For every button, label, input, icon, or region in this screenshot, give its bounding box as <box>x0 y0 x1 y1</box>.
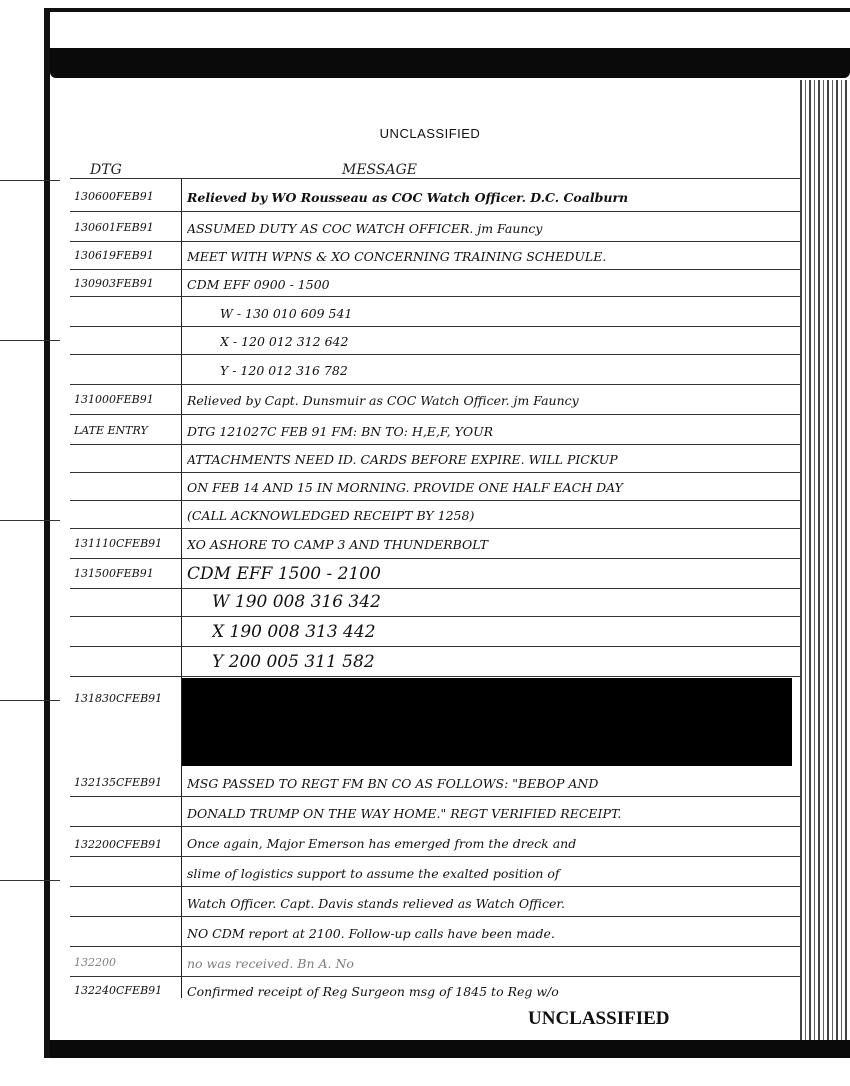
entry-dtg: 132135CFEB91 <box>74 776 163 789</box>
entry-message: ON FEB 14 AND 15 IN MORNING. PROVIDE ONE HALF EACH DAY <box>187 480 623 495</box>
entry-dtg: 131000FEB91 <box>74 393 154 406</box>
margin-tick <box>0 520 60 521</box>
entry-message: W - 130 010 609 541 <box>220 306 353 321</box>
entry-message: CDM EFF 1500 - 2100 <box>187 564 381 584</box>
entry-dtg: LATE ENTRY <box>74 424 148 437</box>
row-rule <box>70 676 800 677</box>
row-rule <box>70 528 800 529</box>
row-rule <box>70 384 800 385</box>
entry-dtg: 130903FEB91 <box>74 277 154 290</box>
row-rule <box>70 886 800 887</box>
row-rule <box>70 826 800 827</box>
scan-border-left <box>44 8 50 1058</box>
scan-shadow-bottom <box>50 1040 850 1058</box>
entry-message: MSG PASSED TO REGT FM BN CO AS FOLLOWS: "BEBOP AND <box>187 776 599 791</box>
header-classification: UNCLASSIFIED <box>379 126 481 141</box>
message-column-header: MESSAGE <box>342 162 418 178</box>
row-rule <box>70 296 800 297</box>
entry-dtg: 132240CFEB91 <box>74 984 163 997</box>
scan-shadow-top <box>50 48 850 78</box>
watch-log-sheet <box>60 80 800 1040</box>
entry-message: XO ASHORE TO CAMP 3 AND THUNDERBOLT <box>187 537 488 552</box>
row-rule <box>70 444 800 445</box>
entry-message: ATTACHMENTS NEED ID. CARDS BEFORE EXPIRE. WILL PICKUP <box>187 452 618 467</box>
row-rule <box>70 472 800 473</box>
row-rule <box>70 211 800 212</box>
row-rule <box>70 354 800 355</box>
entry-dtg: 131500FEB91 <box>74 567 154 580</box>
entry-dtg: 132200 <box>74 956 116 969</box>
row-rule <box>70 558 800 559</box>
entry-message: Relieved by Capt. Dunsmuir as COC Watch Officer. jm Fauncy <box>187 393 579 408</box>
row-rule <box>70 946 800 947</box>
entry-dtg: 130601FEB91 <box>74 221 154 234</box>
entry-message: Once again, Major Emerson has emerged from the dreck and <box>187 836 577 851</box>
entry-message: NO CDM report at 2100. Follow-up calls have been made. <box>187 926 555 941</box>
row-rule <box>70 500 800 501</box>
row-rule <box>70 796 800 797</box>
entry-dtg: 130600FEB91 <box>74 190 154 203</box>
margin-tick <box>0 700 60 701</box>
scan-edge-right <box>800 80 850 1040</box>
entry-message: DTG 121027C FEB 91 FM: BN TO: H,E,F, YOUR <box>187 424 494 439</box>
entry-message: slime of logistics support to assume the exalted position of <box>187 866 560 881</box>
margin-tick <box>0 180 60 181</box>
row-rule <box>70 241 800 242</box>
row-rule <box>70 414 800 415</box>
redaction-box <box>182 678 792 766</box>
entry-message: no was received. Bn A. No <box>187 956 354 971</box>
row-rule <box>70 269 800 270</box>
footer-classification: UNCLASSIFIED <box>528 1008 670 1029</box>
row-rule <box>70 178 800 179</box>
entry-dtg: 130619FEB91 <box>74 249 154 262</box>
entry-message: DONALD TRUMP ON THE WAY HOME." REGT VERIFIED RECEIPT. <box>187 806 622 821</box>
entry-dtg: 131830CFEB91 <box>74 692 163 705</box>
scan-border-top <box>44 8 850 12</box>
entry-message: Watch Officer. Capt. Davis stands relieved as Watch Officer. <box>187 896 565 911</box>
row-rule <box>70 616 800 617</box>
row-rule <box>70 326 800 327</box>
dtg-column-header: DTG <box>90 162 122 178</box>
row-rule <box>70 976 800 977</box>
entry-message: MEET WITH WPNS & XO CONCERNING TRAINING SCHEDULE. <box>187 249 607 264</box>
row-rule <box>70 856 800 857</box>
entry-dtg: 131110CFEB91 <box>74 537 163 550</box>
entry-message: W 190 008 316 342 <box>212 592 381 612</box>
entry-message: Y 200 005 311 582 <box>212 652 375 672</box>
row-rule <box>70 646 800 647</box>
entry-message: ASSUMED DUTY AS COC WATCH OFFICER. jm Fauncy <box>187 221 543 236</box>
entry-message: (CALL ACKNOWLEDGED RECEIPT BY 1258) <box>187 508 475 523</box>
entry-message: X 190 008 313 442 <box>212 622 376 642</box>
entry-message: Relieved by WO Rousseau as COC Watch Officer. D.C. Coalburn <box>187 190 629 205</box>
margin-tick <box>0 340 60 341</box>
entry-dtg: 132200CFEB91 <box>74 838 163 851</box>
entry-message: CDM EFF 0900 - 1500 <box>187 277 330 292</box>
entry-message: X - 120 012 312 642 <box>220 334 349 349</box>
entry-message: Y - 120 012 316 782 <box>220 363 348 378</box>
row-rule <box>70 588 800 589</box>
row-rule <box>70 916 800 917</box>
entry-message: Confirmed receipt of Reg Surgeon msg of 1845 to Reg w/o <box>187 984 559 999</box>
margin-tick <box>0 880 60 881</box>
